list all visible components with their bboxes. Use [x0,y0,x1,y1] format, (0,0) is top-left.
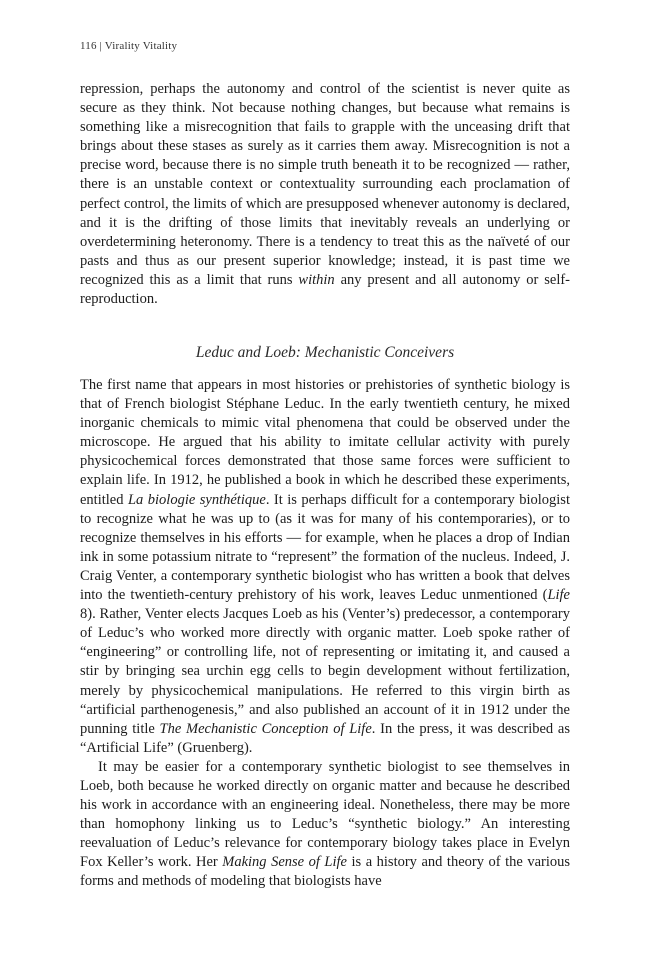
paragraph-1-emphasis: within [298,271,335,288]
paragraph-1-text-b: any present and all autonomy or self-reproduction. [80,271,571,308]
paragraph-2-text-b: . It is perhaps difficult for a contemporary biologist to recognize what he was up to (as it was for many of his contemporaries), or to recognize themselves in his efforts — for example, when he places a drop of Indian ink in some potassium nitrate to “represent” the formation of the nucleus. Indeed, J. Craig Venter, a contemporary synthetic biologist who has written a book that delves into the twentieth-century prehistory of his work, leaves Leduc unmentioned ( [80,491,570,604]
running-head: 116 | Virality Vitality [80,40,178,52]
paragraph-2-text-c: 8). Rather, Venter elects Jacques Loeb as his (Venter’s) predecessor, a contemporary of Leduc’s who worked more directly with organic matter. Loeb spoke rather of “engineering” or controlling life, not of representing or imitating it, and caused a stir by bringing sea urchin egg cells to begin development without fertilization, merely by physicochemical manipulations. He referred to this virgin birth as “artificial parthenogenesis,” and also published an account of it in 1912 under the punning title [80,606,570,737]
paragraph-2-text-a: The first name that appears in most histories or prehistories of synthetic biology is that of French biologist Stéphane Leduc. In the early twentieth century, he mixed inorganic chemicals to mimic vital phenomena that could be observed under the microscope. He argued that his ability to imitate cellular activity with purely physicochemical forces demonstrated that those same forces were sufficient to explain life. In 1912, he published a book in which he described these experiments, entitled [80,377,570,508]
body-text-top [80,80,570,309]
book-title-life: Life [547,587,570,604]
section-heading: Leduc and Loeb: Mechanistic Conceivers [195,344,455,361]
paragraph-1 [80,80,570,309]
paragraph-3 [80,758,570,892]
paragraph-3-text-a: It may be easier for a contemporary synthetic biologist to see themselves in Loeb, both because he worked directly on organic matter and because he described his work in accordance with an engineering ideal. Nonetheless, there may be more than homophony linking us to Leduc’s “synthetic biology.” An interesting reevaluation of Leduc’s relevance for contemporary biology takes place in Evelyn Fox Keller’s work. Her [80,758,570,871]
paragraph-3-text-b: is a history and theory of the various forms and methods of modeling that biologists have [80,854,571,890]
paragraph-2 [80,376,570,758]
paragraph-1-text-a: repression, perhaps the autonomy and control of the scientist is never quite as secure as they think. Not because nothing changes, but because what remains is something like a misrecognition that fails to grapple with the unceasing drift that brings about these stases as surely as it carries them away. Misrecognition is not a precise word, because there is no simple truth beneath it to be recognized — rather, there is an unstable context or contextuality surrounding each proclamation of perfect control, the limits of which are presupposed whenever autonomy is declared, and it is the drifting of those limits that inevitably reveals an underlying or overdetermining heteronomy. There is a tendency to treat this as the naïveté of our pasts and thus as our present superior knowledge; instead, it is past time we recognized this as a limit that runs [80,81,571,288]
book-title-mechanistic-conception: The Mechanistic Conception of Life [159,720,372,737]
body-text-section [80,376,570,892]
book-title-making-sense: Making Sense of Life [222,854,347,871]
paragraph-2-text-d: . In the press, it was described as “Artificial Life” (Gruenberg). [80,720,570,756]
book-title-la-biologie: La biologie synthétique [127,491,266,508]
